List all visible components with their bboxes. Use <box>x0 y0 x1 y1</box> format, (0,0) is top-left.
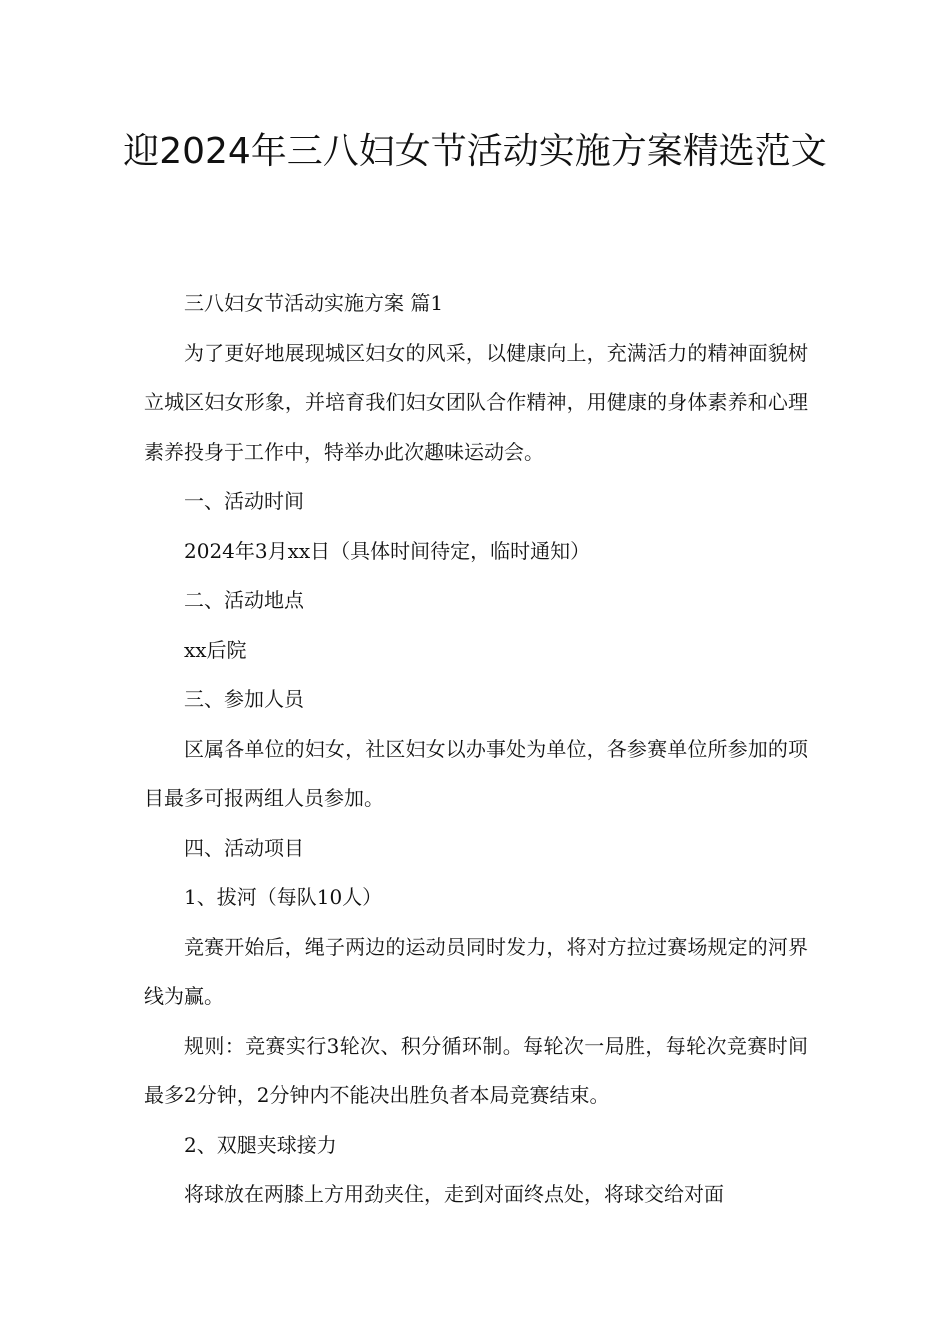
item-ball-relay-description: 将球放在两膝上方用劲夹住，走到对面终点处，将球交给对面 <box>184 1182 724 1206</box>
heading-participants: 三、参加人员 <box>184 687 304 711</box>
item-tug-of-war-heading: 1、拔河（每队10人） <box>184 885 383 909</box>
heading-activity-time: 一、活动时间 <box>184 489 304 513</box>
document-title: 迎2024年三八妇女节活动实施方案精选范文 <box>123 131 827 172</box>
activity-location-text: xx后院 <box>184 637 247 662</box>
intro-paragraph: 为了更好地展现城区妇女的风采，以健康向上，充满活力的精神面貌树立城区妇女形象，并培育我们妇女团队合作精神，用健康的身体素养和心理素养投身于工作中，特举办此次趣味运动会。 <box>144 340 808 464</box>
item-tug-of-war-rules: 规则：竞赛实行3轮次、积分循环制。每轮次一局胜，每轮次竞赛时间最多2分钟，2分钟内不能决出胜负者本局竞赛结束。 <box>144 1033 808 1107</box>
heading-activity-items: 四、活动项目 <box>184 835 304 860</box>
section-heading-plan-1: 三八妇女节活动实施方案 篇1 <box>184 291 444 315</box>
item-tug-of-war-description: 竞赛开始后，绳子两边的运动员同时发力，将对方拉过赛场规定的河界线为赢。 <box>144 934 808 1008</box>
heading-activity-location: 二、活动地点 <box>184 588 304 612</box>
activity-time-text: 2024年3月xx日（具体时间待定，临时通知） <box>184 538 591 563</box>
item-ball-relay-heading: 2、双腿夹球接力 <box>184 1132 337 1157</box>
document-body <box>144 279 808 1220</box>
participants-text: 区属各单位的妇女，社区妇女以办事处为单位，各参赛单位所参加的项目最多可报两组人员参加。 <box>144 736 808 810</box>
